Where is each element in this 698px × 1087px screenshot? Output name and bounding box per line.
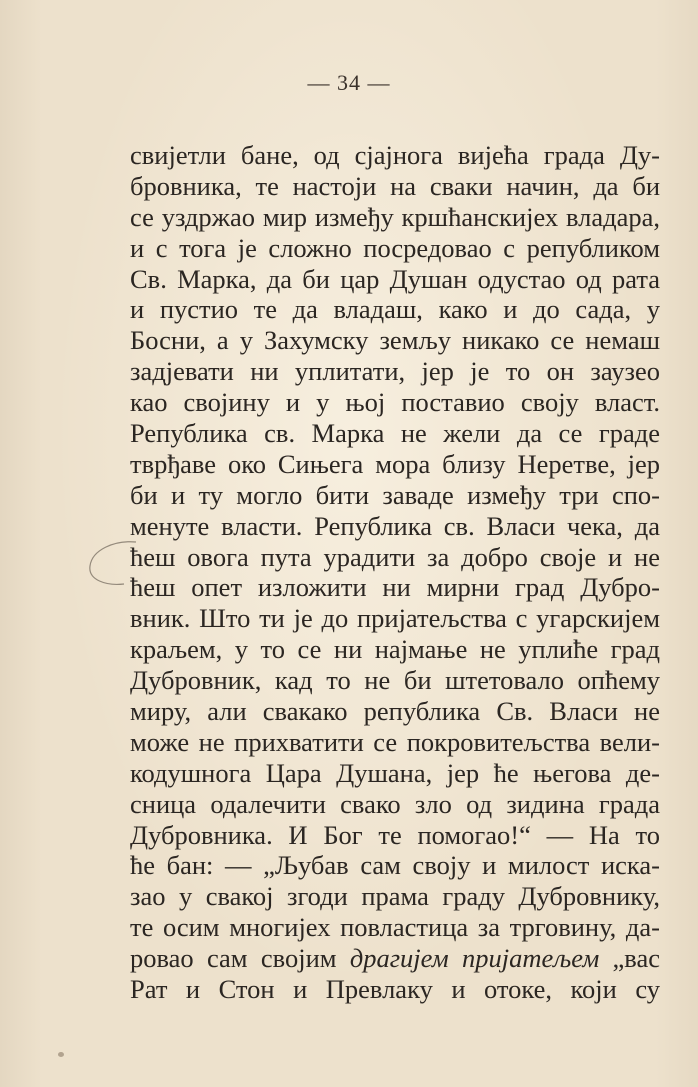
text-line <box>130 603 660 634</box>
text-line <box>130 943 660 974</box>
text-line <box>130 850 660 881</box>
text-segment: тврђаве око Сињега мора близу Неретве, јер <box>130 448 660 479</box>
text-line <box>130 325 660 356</box>
text-line <box>130 387 660 418</box>
text-line <box>130 542 660 573</box>
text-segment: ће бан: — „Љубав сам своју и милост иска- <box>130 850 660 881</box>
text-line <box>130 696 660 727</box>
text-line <box>130 665 660 696</box>
text-line <box>130 449 660 480</box>
text-segment: задјевати ни уплитати, јер је то он заузео <box>130 356 660 387</box>
text-segment: Дубровника. И Бог те помогао!“ — На то <box>130 819 660 850</box>
text-segment: ровао сам својим <box>130 943 350 974</box>
body-text <box>130 140 660 1005</box>
text-segment: зао у свакој згоди прама граду Дубровнику, <box>130 881 660 912</box>
text-segment: као својину и у њој поставио своју власт. <box>130 387 660 418</box>
text-line <box>130 233 660 264</box>
text-segment: Дубровник, кад то не би штетовало опћему <box>130 665 660 696</box>
text-line <box>130 171 660 202</box>
text-segment: те осим многијех повластица за трговину, да- <box>130 912 660 943</box>
text-line <box>130 758 660 789</box>
text-line <box>130 264 660 295</box>
text-segment: Св. Марка, да би цар Душан одустао од рата <box>130 263 660 294</box>
text-segment: ћеш опет изложити ни мирни град Дубро- <box>130 572 660 603</box>
text-segment: бровника, те настоји на сваки начин, да би <box>130 170 660 201</box>
text-segment: вник. Што ти је до пријатељства с угарскијем <box>130 603 660 634</box>
text-segment: се уздржао мир између кршћанскијех владара, <box>130 201 660 232</box>
text-line <box>130 356 660 387</box>
text-segment: кодушнога Цара Душана, јер ће његова де- <box>130 757 660 788</box>
text-line <box>130 418 660 449</box>
text-line <box>130 572 660 603</box>
text-segment: ћеш овога пута урадити за добро своје и не <box>130 541 660 572</box>
text-line <box>130 634 660 665</box>
text-line <box>130 140 660 171</box>
text-segment: може не прихватити се покровитељства вели- <box>130 726 660 757</box>
text-segment: и пустио те да владаш, како и до сада, у <box>130 294 660 325</box>
text-segment: Република св. Марка не жели да се граде <box>130 418 660 449</box>
text-segment: миру, али свакако република Св. Власи не <box>130 696 660 727</box>
text-line <box>130 511 660 542</box>
text-line <box>130 202 660 233</box>
text-segment: менуте власти. Република св. Власи чека, да <box>130 510 660 541</box>
text-segment: Босни, а у Захумску земљу никако се немаш <box>130 325 660 356</box>
text-line <box>130 912 660 943</box>
text-segment: би и ту могло бити заваде између три спо- <box>130 479 660 510</box>
text-line <box>130 727 660 758</box>
text-segment: краљем, у то се ни најмање не уплиће град <box>130 634 660 665</box>
italic-phrase: драгијем пријатељем <box>349 943 600 974</box>
text-segment: и с тога је сложно посредовао с републиком <box>130 232 660 263</box>
text-segment: свијетли бане, од сјајнога вијећа града Ду- <box>130 140 660 170</box>
text-line <box>130 974 660 1005</box>
text-line <box>130 820 660 851</box>
text-line <box>130 881 660 912</box>
page-number: — 34 — <box>307 70 391 95</box>
text-segment: сница одалечити свако зло од зидина града <box>130 788 660 819</box>
text-segment: Рат и Стон и Превлаку и отоке, који су <box>130 974 660 1005</box>
text-line <box>130 789 660 820</box>
text-segment: „вас <box>599 943 660 974</box>
paper-speck <box>58 1052 64 1057</box>
text-line <box>130 480 660 511</box>
text-line <box>130 294 660 325</box>
